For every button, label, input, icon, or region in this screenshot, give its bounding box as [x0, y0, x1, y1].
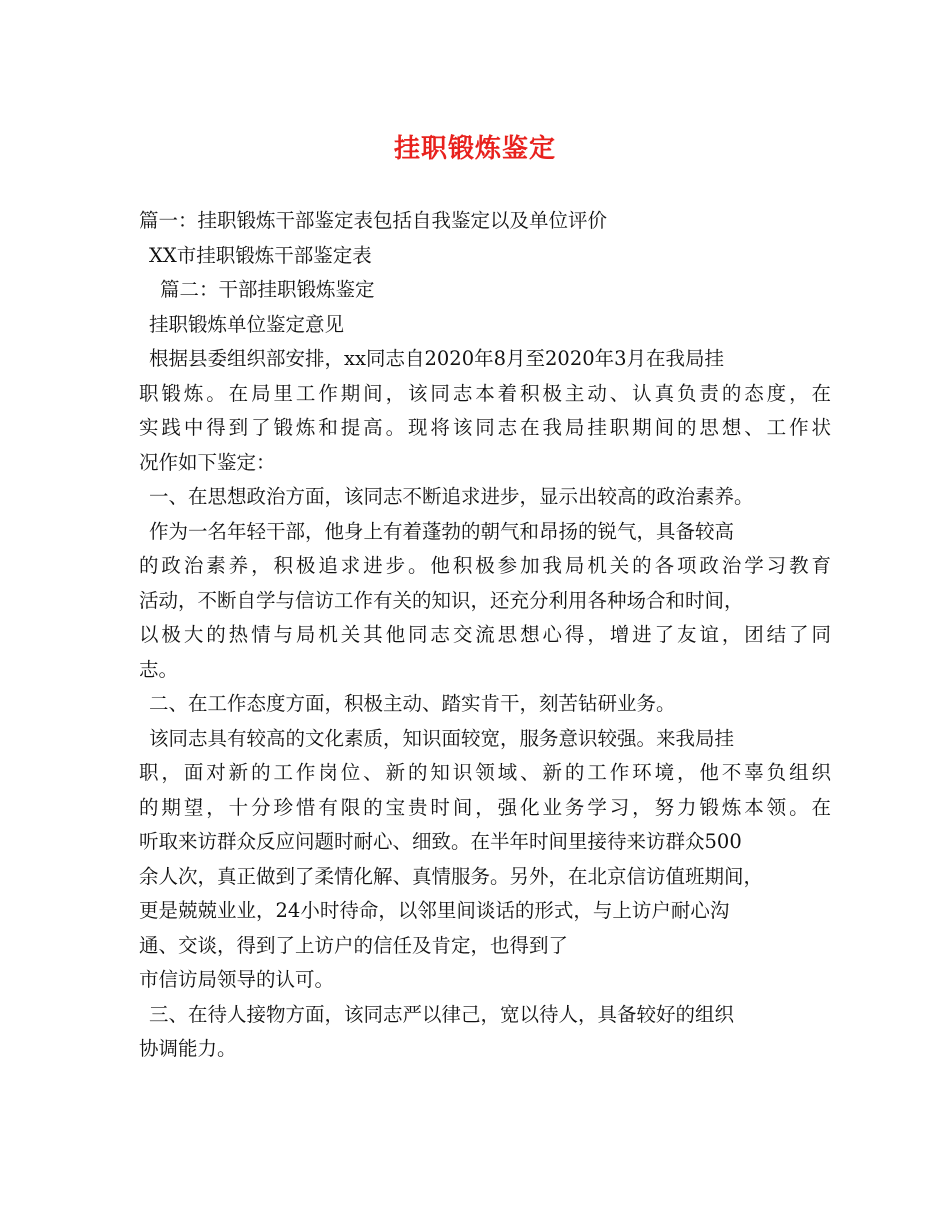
- paragraph-line: 余人次，真正做到了柔情化解、真情服务。另外，在北京信访值班期间，: [139, 864, 764, 888]
- paragraph-line: 市信访局领导的认可。: [139, 968, 335, 991]
- paragraph-line: 该同志具有较高的文化素质，知识面较宽，服务意识较强。来我局挂: [149, 726, 735, 750]
- paragraph-line: 通、交谈，得到了上访户的信任及肯定，也得到了: [139, 933, 569, 957]
- paragraph-line: 以极大的热情与局机关其他同志交流思想心得，增进了友谊，团结了同: [139, 623, 831, 646]
- paragraph-line: 活动，不断自学与信访工作有关的知识，还充分利用各种场合和时间，: [139, 588, 744, 612]
- paragraph-line: 的期望，十分珍惜有限的宝贵时间，强化业务学习，努力锻炼本领。在: [139, 795, 831, 819]
- paragraph-line: 况作如下鉴定：: [139, 450, 276, 474]
- paragraph-line: 职锻炼。在局里工作期间，该同志本着积极主动、认真负责的态度，在: [139, 381, 831, 405]
- section-heading-1: 篇一：挂职锻炼干部鉴定表包括自我鉴定以及单位评价: [139, 209, 608, 232]
- paragraph-line: 的政治素养，积极追求进步。他积极参加我局机关的各项政治学习教育: [139, 554, 831, 577]
- document-body: [139, 204, 831, 1067]
- paragraph-line: 作为一名年轻干部，他身上有着蓬勃的朝气和昂扬的锐气，具备较高: [149, 519, 735, 543]
- point-heading-3: 三、在待人接物方面，该同志严以律己，宽以待人，具备较好的组织: [149, 1002, 735, 1026]
- paragraph-line: 职，面对新的工作岗位、新的知识领域、新的工作环境，他不辜负组织: [139, 761, 831, 784]
- subheading-opinion: 挂职锻炼单位鉴定意见: [149, 312, 345, 336]
- paragraph-line: 志。: [139, 657, 179, 681]
- paragraph-line: 实践中得到了锻炼和提高。现将该同志在我局挂职期间的思想、工作状: [139, 416, 831, 439]
- paragraph-line: 根据县委组织部安排，xx同志自2020年8月至2020年3月在我局挂: [149, 347, 725, 370]
- paragraph-line: 协调能力。: [139, 1037, 237, 1060]
- paragraph-line: 听取来访群众反应问题时耐心、细致。在半年时间里接待来访群众500: [139, 830, 742, 853]
- subheading-form-title: XX市挂职锻炼干部鉴定表: [149, 243, 372, 267]
- paragraph-line: 更是兢兢业业，24小时待命，以邻里间谈话的形式，与上访户耐心沟: [139, 899, 730, 922]
- point-heading-1: 一、在思想政治方面，该同志不断追求进步，显示出较高的政治素养。: [149, 485, 754, 508]
- point-heading-2: 二、在工作态度方面，积极主动、踏实肯干，刻苦钻研业务。: [149, 692, 676, 715]
- document-title: 挂职锻炼鉴定: [393, 134, 556, 164]
- section-heading-2: 篇二：干部挂职锻炼鉴定: [160, 278, 375, 301]
